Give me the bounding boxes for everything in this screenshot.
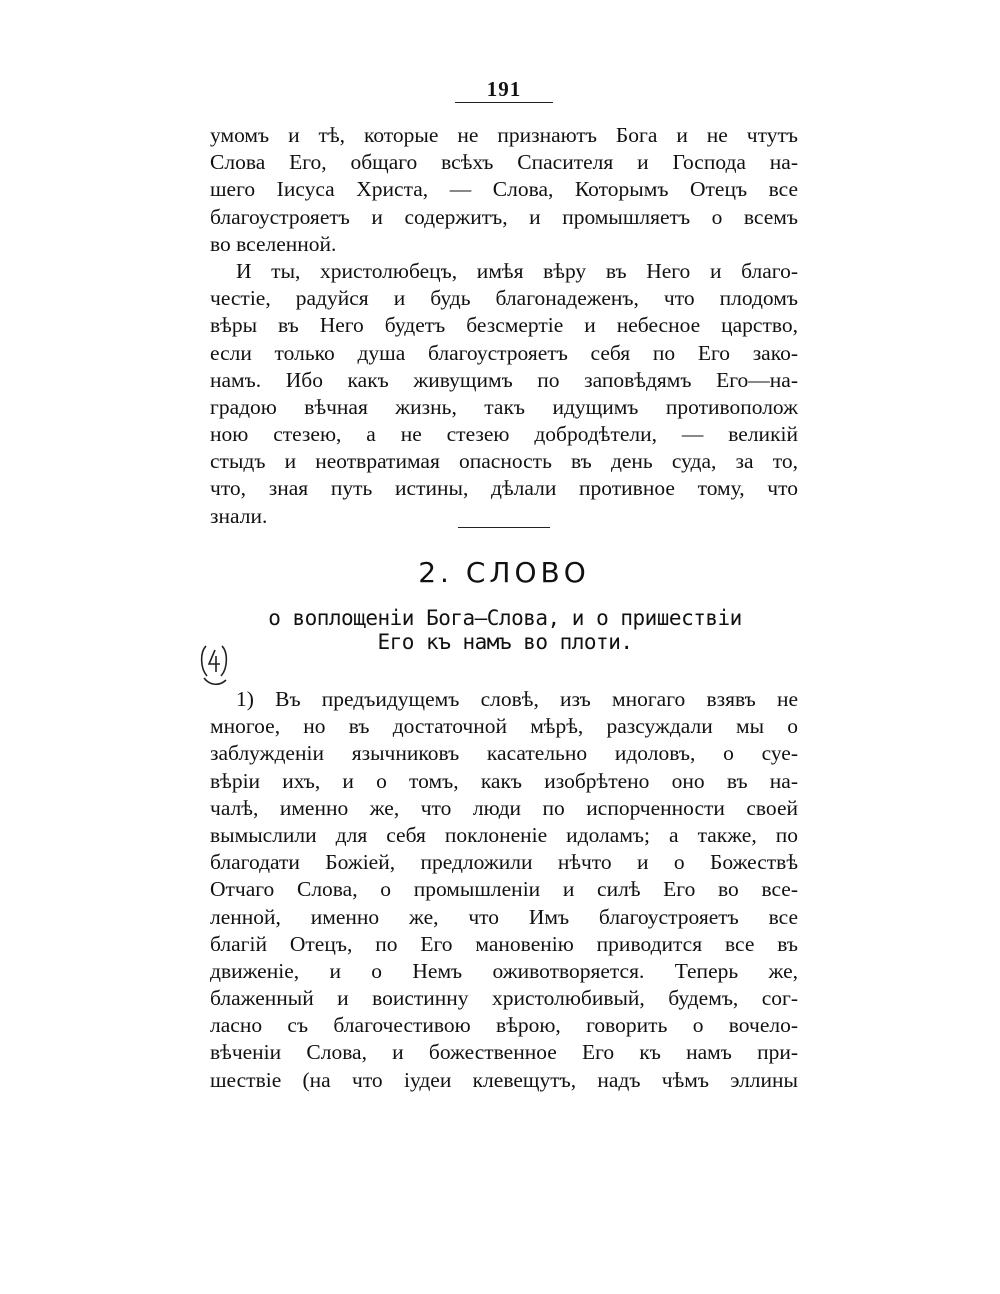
text-block-section-2 <box>210 686 798 1094</box>
text-line: многое, но въ достаточной мѣрѣ, разсуждали мы о <box>210 714 798 739</box>
text-line: 1) Въ предъидущемъ словѣ, изъ многаго взявъ не <box>236 687 798 711</box>
text-line: вѣры въ Него будетъ безсмертіе и небесное царство, <box>210 313 798 338</box>
subheading-line: Его къ намъ во плоти. <box>377 630 633 654</box>
text-line: ленной, именно же, что Имъ благоустрояетъ все <box>210 904 798 929</box>
text-line: Слова Его, общаго всѣхъ Спасителя и Господа на- <box>210 150 798 175</box>
section-heading: 2. СЛОВО <box>418 556 590 589</box>
subheading-line: о воплощеніи Бога—Слова, и о пришествіи <box>268 606 742 630</box>
text-block-continuation <box>210 122 798 530</box>
text-line: ною стезею, а не стезею добродѣтели, — великій <box>210 422 798 447</box>
text-line: заблужденіи язычниковъ касательно идоловъ, о суе- <box>210 741 798 766</box>
section-divider <box>458 527 550 528</box>
text-line: знали. <box>210 503 268 528</box>
text-line: благоустрояетъ и содержитъ, и промышляетъ о всемъ <box>210 204 798 229</box>
text-line: движеніе, и о Немъ оживотворяется. Теперь же, <box>210 958 798 983</box>
text-line: блаженный и воистинну христолюбивый, будемъ, сог- <box>210 986 798 1011</box>
text-line: намъ. Ибо какъ живущимъ по заповѣдямъ Его—на- <box>210 367 798 392</box>
text-line: благодати Божіей, предложили нѣчто и о Божествѣ <box>210 850 798 875</box>
text-line: умомъ и тѣ, которые не признаютъ Бога и не чтутъ <box>210 123 798 147</box>
text-line: если только душа благоустрояетъ себя по Его зако- <box>210 340 798 365</box>
text-line: ласно съ благочестивою вѣрою, говорить о вочело- <box>210 1013 798 1038</box>
handwritten-margin-mark <box>198 642 234 690</box>
text-line: честіе, радуйся и будь благонадеженъ, что плодомъ <box>210 286 798 311</box>
text-line: во вселенной. <box>210 231 337 256</box>
page-number: 191 <box>486 77 522 101</box>
page-number-rule <box>455 102 553 103</box>
text-line: чалѣ, именно же, что люди по испорченности своей <box>210 795 798 820</box>
text-line: вымыслили для себя поклоненіе идоламъ; а также, по <box>210 822 798 847</box>
text-line: И ты, христолюбецъ, имѣя вѣру въ Него и благо- <box>236 258 798 283</box>
text-line: благій Отецъ, по Его мановенію приводится все въ <box>210 931 798 956</box>
text-line: вѣченіи Слова, и божественное Его къ намъ при- <box>210 1040 798 1065</box>
text-line: что, зная путь истины, дѣлали противное тому, что <box>210 476 798 501</box>
section-subheading <box>210 606 800 654</box>
text-line: Отчаго Слова, о промышленіи и силѣ Его во все- <box>210 877 798 902</box>
text-line: вѣріи ихъ, и о томъ, какъ изобрѣтено оно въ на- <box>210 768 798 793</box>
text-line: стыдъ и неотвратимая опасность въ день суда, за то, <box>210 449 798 474</box>
text-line: шествіе (на что іудеи клевещутъ, надъ чѣмъ эллины <box>210 1067 798 1092</box>
text-line: градою вѣчная жизнь, такъ идущимъ противополож <box>210 394 798 419</box>
text-line: шего Іисуса Христа, — Слова, Которымъ Отецъ все <box>210 177 798 202</box>
